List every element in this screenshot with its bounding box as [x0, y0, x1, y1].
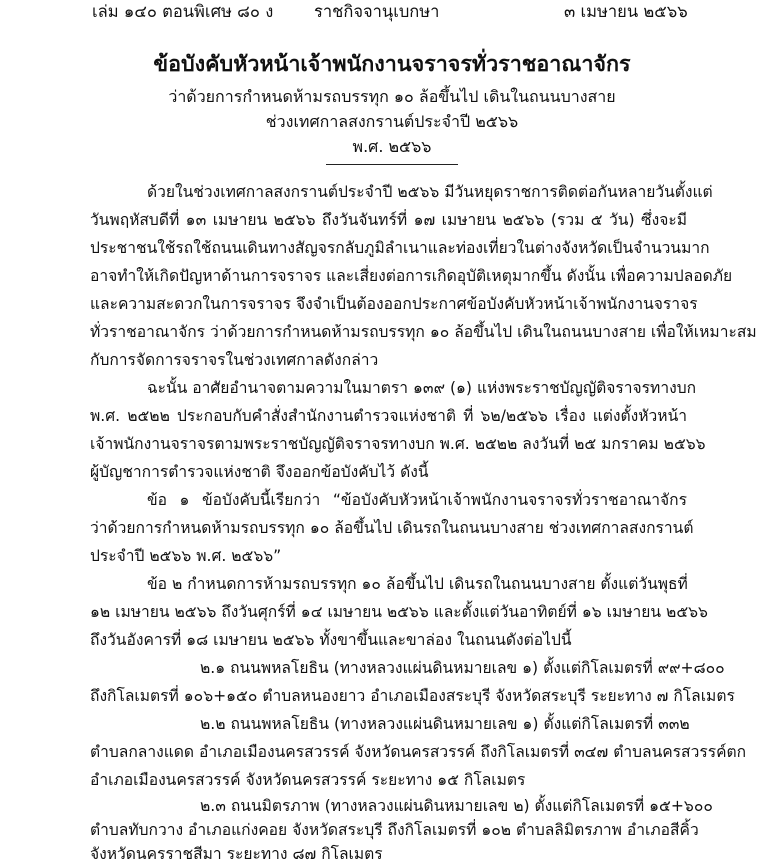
road-item-2-1: ถึงกิโลเมตรที่ ๑๐๖+๑๕๐ ตำบลหนองยาว อำเภอเมืองสระบุรี จังหวัดสระบุรี ระยะทาง ๗ กิโลเมตร — [90, 687, 735, 705]
title-divider — [326, 164, 458, 165]
road-item-2-2: ตำบลกลางแดด อำเภอเมืองนครสวรรค์ จังหวัดนครสวรรค์ ถึงกิโลเมตรที่ ๓๔๗ ตำบลนครสวรรค์ตก — [90, 743, 747, 761]
body-line: ฉะนั้น อาศัยอำนาจตามความในมาตรา ๑๓๙ (๑) แห่งพระราชบัญญัติจราจรทางบก — [147, 379, 697, 397]
clause-1-line: ข้อ ๑ ข้อบังคับนี้เรียกว่า “ข้อบังคับหัวหน้าเจ้าพนักงานจราจรทั่วราชอาณาจักร — [147, 491, 687, 509]
subtitle-line: ว่าด้วยการกำหนดห้ามรถบรรทุก ๑๐ ล้อขึ้นไป เดินในถนนบางสาย — [168, 87, 616, 106]
clause-1-line: ว่าด้วยการกำหนดห้ามรถบรรทุก ๑๐ ล้อขึ้นไป เดินรถในถนนบางสาย ช่วงเทศกาลสงกรานต์ — [90, 519, 694, 537]
body-line: ผู้บัญชาการตำรวจแห่งชาติ จึงออกข้อบังคับไว้ ดังนี้ — [90, 463, 429, 481]
header-journal-name: ราชกิจจานุเบกษา — [314, 2, 440, 21]
body-line: กับการจัดการจราจรในช่วงเทศกาลดังกล่าว — [90, 351, 379, 369]
body-line: พ.ศ. ๒๕๒๒ ประกอบกับคำสั่งสำนักงานตำรวจแห่งชาติ ที่ ๖๒/๒๕๖๖ เรื่อง แต่งตั้งหัวหน้า — [90, 407, 687, 425]
header-issue: เล่ม ๑๔๐ ตอนพิเศษ ๘๐ ง — [92, 2, 274, 21]
road-item-2-2: ๒.๒ ถนนพหลโยธิน (ทางหลวงแผ่นดินหมายเลข ๑) ตั้งแต่กิโลเมตรที่ ๓๓๒ — [200, 715, 690, 733]
road-item-2-3: จังหวัดนครราชสีมา ระยะทาง ๘๗ กิโลเมตร — [90, 845, 383, 863]
body-line: ทั่วราชอาณาจักร ว่าด้วยการกำหนดห้ามรถบรรทุก ๑๐ ล้อขึ้นไป เดินในถนนบางสาย เพื่อให้เหมาะสม — [90, 323, 757, 341]
road-item-2-3: ๒.๓ ถนนมิตรภาพ (ทางหลวงแผ่นดินหมายเลข ๒) ตั้งแต่กิโลเมตรที่ ๑๕+๖๐๐ — [200, 797, 713, 815]
clause-1-line: ประจำปี ๒๕๖๖ พ.ศ. ๒๕๖๖” — [90, 547, 282, 565]
header-date: ๓ เมษายน ๒๕๖๖ — [564, 2, 688, 21]
subtitle-year: พ.ศ. ๒๕๖๖ — [352, 137, 432, 156]
clause-2-line: ถึงวันอังคารที่ ๑๘ เมษายน ๒๕๖๖ ทั้งขาขึ้นและขาล่อง ในถนนดังต่อไปนี้ — [90, 631, 572, 649]
body-line: อาจทำให้เกิดปัญหาด้านการจราจร และเสี่ยงต่อการเกิดอุบัติเหตุมากขึ้น ดังนั้น เพื่อความปลอดภัย — [90, 267, 733, 285]
document-title: ข้อบังคับหัวหน้าเจ้าพนักงานจราจรทั่วราชอาณาจักร — [153, 52, 631, 77]
body-line: และความสะดวกในการจราจร จึงจำเป็นต้องออกประกาศข้อบังคับหัวหน้าเจ้าพนักงานจราจร — [90, 295, 698, 313]
clause-2-line: ๑๒ เมษายน ๒๕๖๖ ถึงวันศุกร์ที่ ๑๔ เมษายน ๒๕๖๖ และตั้งแต่วันอาทิตย์ที่ ๑๖ เมษายน ๒๕๖๖ — [90, 603, 708, 621]
subtitle-line: ช่วงเทศกาลสงกรานต์ประจำปี ๒๕๖๖ — [265, 112, 519, 131]
body-line: ด้วยในช่วงเทศกาลสงกรานต์ประจำปี ๒๕๖๖ มีวันหยุดราชการติดต่อกันหลายวันตั้งแต่ — [147, 183, 713, 201]
road-item-2-2: อำเภอเมืองนครสวรรค์ จังหวัดนครสวรรค์ ระยะทาง ๑๕ กิโลเมตร — [90, 771, 526, 789]
body-line: วันพฤหัสบดีที่ ๑๓ เมษายน ๒๕๖๖ ถึงวันจันทร์ที่ ๑๗ เมษายน ๒๕๖๖ (รวม ๕ วัน) ซึ่งจะมี — [90, 211, 687, 229]
road-item-2-3: ตำบลทับกวาง อำเภอแก่งคอย จังหวัดสระบุรี ถึงกิโลเมตรที่ ๑๐๒ ตำบลลิมิตรภาพ อำเภอสีคิ้ว — [90, 821, 699, 839]
body-line: เจ้าพนักงานจราจรตามพระราชบัญญัติจราจรทางบก พ.ศ. ๒๕๒๒ ลงวันที่ ๒๕ มกราคม ๒๕๖๖ — [90, 435, 706, 453]
road-item-2-1: ๒.๑ ถนนพหลโยธิน (ทางหลวงแผ่นดินหมายเลข ๑) ตั้งแต่กิโลเมตรที่ ๙๙+๘๐๐ — [200, 659, 725, 677]
body-line: ประชาชนใช้รถใช้ถนนเดินทางสัญจรกลับภูมิลำเนาและท่องเที่ยวในต่างจังหวัดเป็นจำนวนมาก — [90, 239, 710, 257]
clause-2-line: ข้อ ๒ กำหนดการห้ามรถบรรทุก ๑๐ ล้อขึ้นไป เดินรถในถนนบางสาย ตั้งแต่วันพุธที่ — [147, 575, 688, 593]
